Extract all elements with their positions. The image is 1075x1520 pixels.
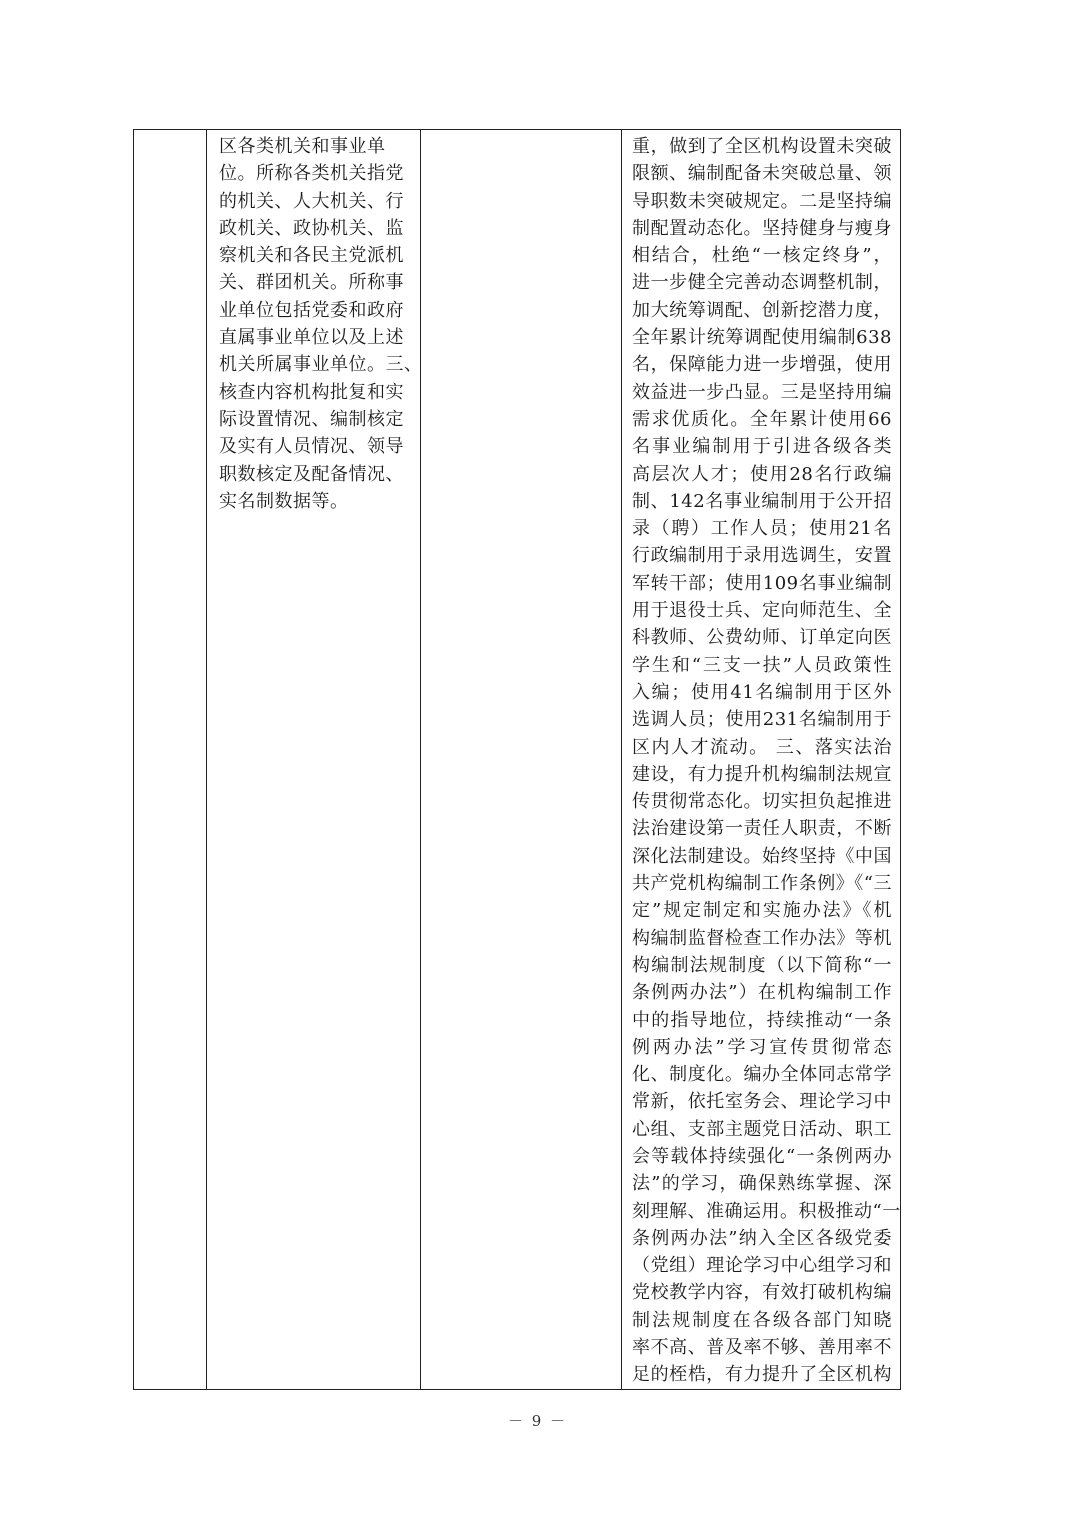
text-line: 条例两办法”）在机构编制工作	[632, 982, 892, 1004]
text-line: 录（聘）工作人员；使用21名	[632, 518, 892, 540]
text-line: 刻理解、准确运用。积极推动“一	[632, 1200, 901, 1222]
text-line: 重，做到了全区机构设置未突破	[632, 136, 892, 157]
text-line: 名事业编制用于引进各级各类	[632, 436, 892, 458]
text-line: 关、群团机关。所称事	[219, 272, 404, 294]
table-cell-col2	[207, 130, 421, 1390]
text-line: 职数核定及配备情况、	[219, 463, 404, 485]
text-line: 加大统筹调配、创新挖潜力度，	[632, 299, 892, 321]
text-line: 定”规定制定和实施办法》《机	[632, 900, 892, 922]
text-line: 位。所称各类机关指党	[219, 163, 404, 185]
text-line: 高层次人才；使用28名行政编	[632, 463, 892, 485]
text-line: 足的桎梏，有力提升了全区机构	[632, 1364, 892, 1386]
text-line: 构编制监督检查工作办法》等机	[632, 927, 892, 949]
text-line: 军转干部；使用109名事业编制	[632, 572, 892, 594]
text-line: 区内人才流动。 三、落实法治	[632, 736, 892, 758]
text-line: 心组、支部主题党日活动、职工	[632, 1118, 892, 1140]
text-line: 行政编制用于录用选调生，安置	[632, 545, 892, 567]
text-line: 进一步健全完善动态调整机制，	[632, 272, 892, 294]
text-line: 入编；使用41名编制用于区外	[632, 681, 892, 703]
text-line: 选调人员；使用231名编制用于	[632, 709, 892, 731]
text-line: 相结合，杜绝“一核定终身”，	[632, 245, 892, 267]
text-line: 条例两办法”纳入全区各级党委	[632, 1227, 892, 1249]
text-line: 政机关、政协机关、监	[219, 217, 404, 239]
table-cell-col4	[622, 130, 901, 1390]
text-line: 党校教学内容，有效打破机构编	[632, 1282, 892, 1304]
text-line: 科教师、公费幼师、订单定向医	[632, 627, 892, 649]
text-line: 区各类机关和事业单	[219, 136, 386, 157]
text-line: （党组）理论学习中心组学习和	[632, 1255, 892, 1277]
text-line: 中的指导地位，持续推动“一条	[632, 1009, 892, 1031]
text-line: 共产党机构编制工作条例》《“三	[632, 873, 892, 895]
text-line: 用于退役士兵、定向师范生、全	[632, 600, 892, 622]
text-line: 学生和“三支一扶”人员政策性	[632, 654, 892, 676]
table-row	[134, 130, 901, 1390]
text-line: 核查内容机构批复和实	[219, 381, 404, 403]
text-line: 效益进一步凸显。三是坚持用编	[632, 381, 892, 403]
text-line: 察机关和各民主党派机	[219, 245, 404, 267]
text-line: 制配置动态化。坚持健身与瘦身	[632, 217, 892, 239]
text-line: 机关所属事业单位。三、	[219, 354, 423, 376]
text-line: 率不高、普及率不够、善用率不	[632, 1337, 892, 1359]
text-line: 常新，依托室务会、理论学习中	[632, 1091, 892, 1113]
text-line: 化、制度化。编办全体同志常学	[632, 1064, 892, 1086]
text-line: 直属事业单位以及上述	[219, 327, 404, 349]
text-line: 导职数未突破规定。二是坚持编	[632, 190, 892, 212]
text-line: 构编制法规制度（以下简称“一	[632, 954, 892, 976]
text-line: 深化法制建设。始终坚持《中国	[632, 845, 892, 867]
text-line: 实名制数据等。	[219, 490, 349, 512]
page-number: － 9 －	[507, 1412, 568, 1430]
text-line: 需求优质化。全年累计使用66	[632, 408, 892, 430]
text-line: 制、142名事业编制用于公开招	[632, 490, 892, 512]
text-line: 例两办法”学习宣传贯彻常态	[632, 1036, 892, 1058]
col2-text	[207, 130, 423, 515]
text-line: 的机关、人大机关、行	[219, 190, 404, 212]
content-table	[133, 129, 901, 1390]
text-line: 全年累计统筹调配使用编制638	[632, 327, 892, 349]
table-cell-col1	[134, 130, 207, 1390]
table-cell-col3	[421, 130, 622, 1390]
text-line: 际设置情况、编制核定	[219, 408, 404, 430]
text-line: 传贯彻常态化。切实担负起推进	[632, 791, 892, 813]
text-line: 建设，有力提升机构编制法规宣	[632, 763, 892, 785]
text-line: 业单位包括党委和政府	[219, 299, 404, 321]
text-line: 法治建设第一责任人职责，不断	[632, 818, 892, 840]
col4-text	[622, 130, 900, 1389]
text-line: 制法规制度在各级各部门知晓	[632, 1309, 892, 1331]
text-line: 及实有人员情况、领导	[219, 436, 404, 458]
text-line: 名，保障能力进一步增强，使用	[632, 354, 892, 376]
text-line: 法”的学习，确保熟练掌握、深	[632, 1173, 892, 1195]
text-line: 限额、编制配备未突破总量、领	[632, 163, 892, 185]
text-line: 会等载体持续强化“一条例两办	[632, 1145, 892, 1167]
